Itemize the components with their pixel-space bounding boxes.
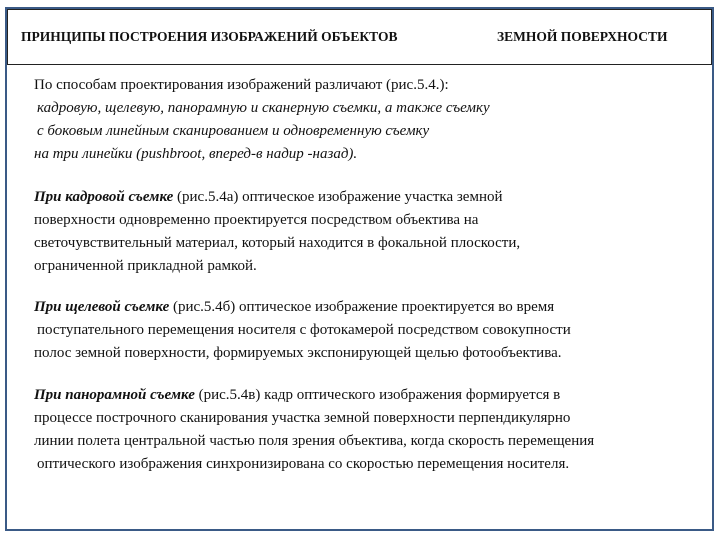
intro-line-4: на три линейки (pushbroot, вперед-в надир -назад). bbox=[34, 146, 358, 162]
title-right: ЗЕМНОЙ ПОВЕРХНОСТИ bbox=[497, 29, 668, 44]
p1-line-2: поверхности одновременно проектируется посредством объектива на bbox=[34, 212, 479, 228]
p3-line-1-rest: (рис.5.4в) кадр оптического изображения формируется в bbox=[194, 387, 561, 403]
p3-line-3: линии полета центральной частью поля зрения объектива, когда скорость перемещения bbox=[34, 433, 595, 449]
p2-line-3: полос земной поверхности, формируемых экспонирующей щелью фотообъектива. bbox=[34, 345, 562, 361]
p1-line-1 bbox=[34, 188, 503, 206]
p3-line-4: оптического изображения синхронизирована со скоростью перемещения носителя. bbox=[37, 456, 570, 472]
intro-line-3: с боковым линейным сканированием и одновременную съемку bbox=[37, 123, 430, 139]
p3-lead: При панорамной съемке bbox=[34, 387, 195, 403]
p1-line-4: ограниченной прикладной рамкой. bbox=[34, 258, 257, 274]
p1-lead: При кадровой съемке bbox=[34, 189, 174, 205]
intro-line-2: кадровую, щелевую, панорамную и сканерную съемки, а также съемку bbox=[37, 100, 490, 116]
p2-line-1 bbox=[34, 298, 554, 316]
p1-line-1-rest: (рис.5.4а) оптическое изображение участка земной bbox=[173, 189, 503, 205]
p2-line-2: поступательного перемещения носителя с фотокамерой посредством совокупности bbox=[37, 322, 571, 338]
p2-line-1-rest: (рис.5.4б) оптическое изображение проектируется во время bbox=[169, 299, 555, 315]
p3-line-2: процессе построчного сканирования участка земной поверхности перпендикулярно bbox=[34, 410, 571, 426]
p2-lead: При щелевой съемке bbox=[34, 299, 170, 315]
intro-line-1: По способам проектирования изображений различают (рис.5.4.): bbox=[34, 77, 449, 93]
title-left: ПРИНЦИПЫ ПОСТРОЕНИЯ ИЗОБРАЖЕНИЙ ОБЪЕКТОВ bbox=[21, 29, 398, 44]
p1-line-3: светочувствительный материал, который находится в фокальной плоскости, bbox=[34, 235, 521, 251]
p3-line-1 bbox=[34, 386, 560, 404]
